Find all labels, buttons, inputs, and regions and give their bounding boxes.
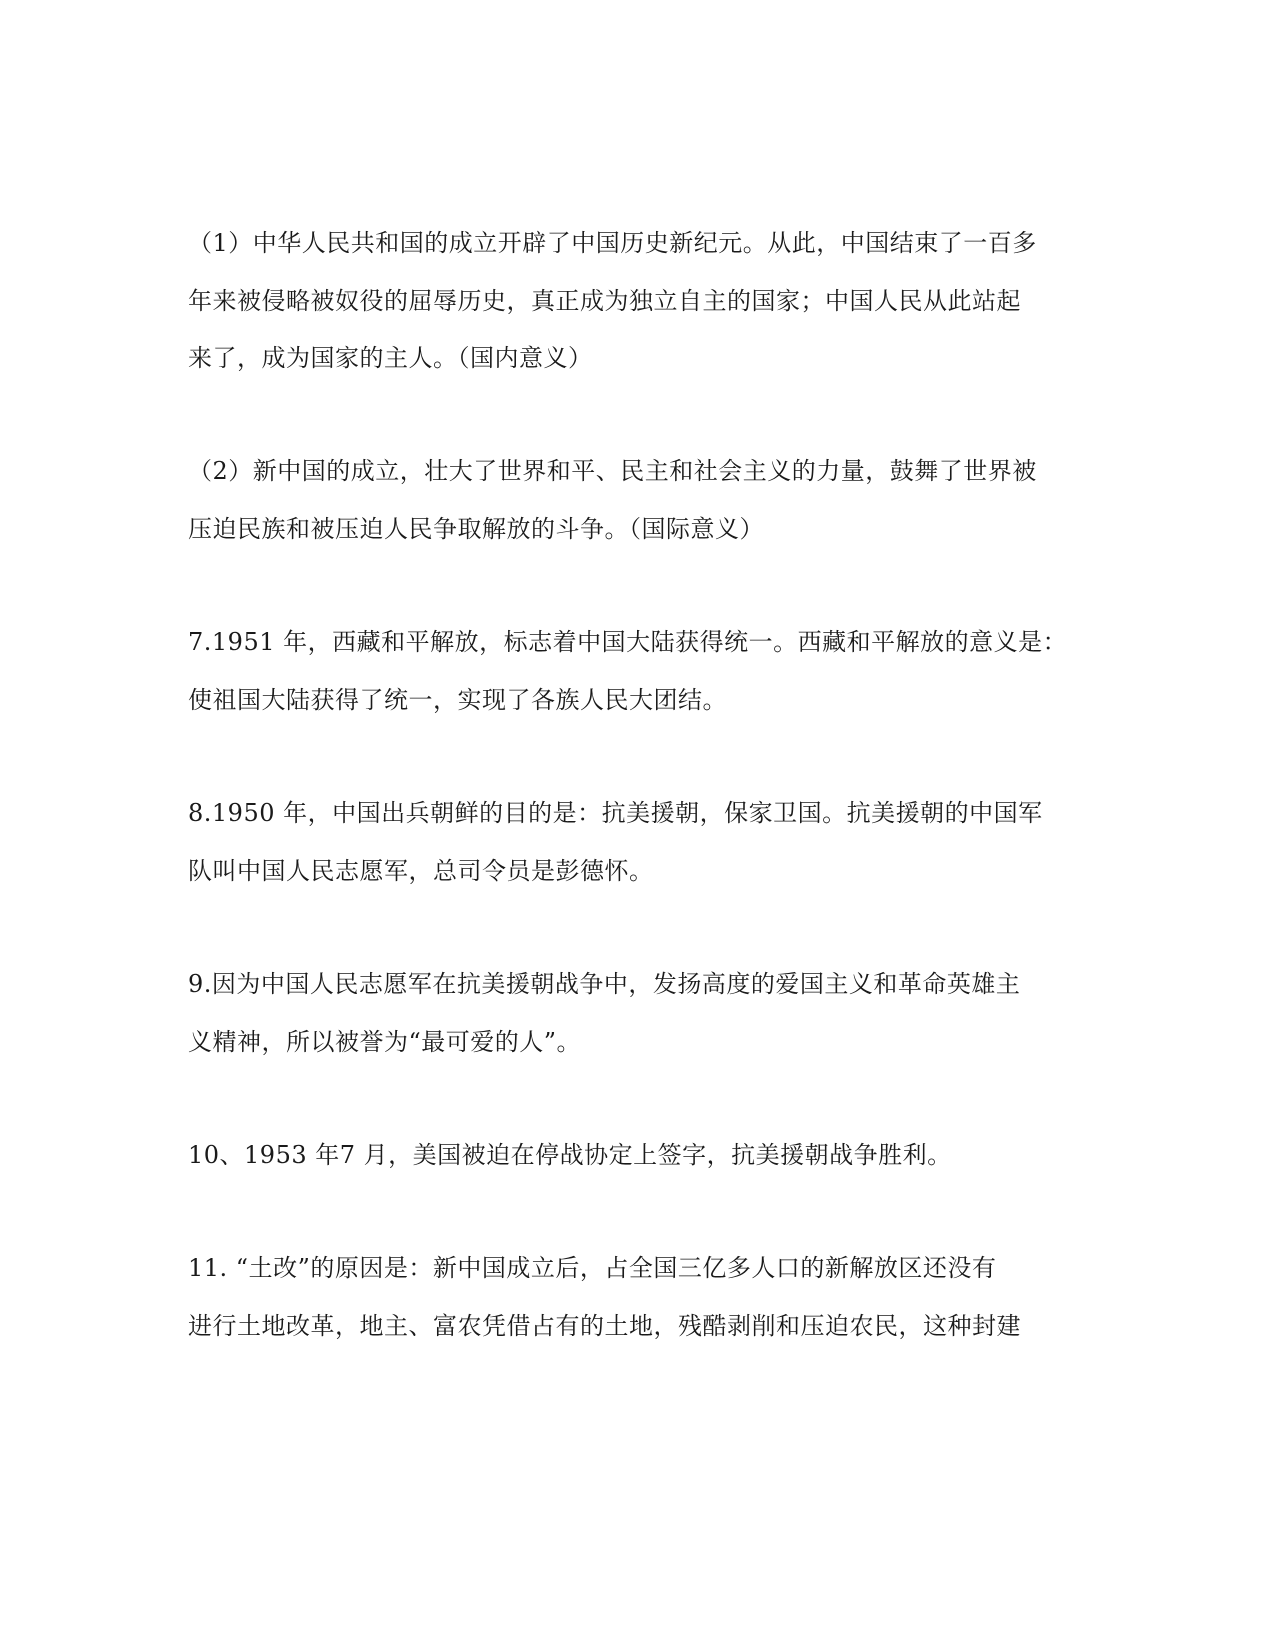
- paragraph-4-line-1: 8.1950 年，中国出兵朝鲜的目的是：抗美援朝，保家卫国。抗美援朝的中国军: [188, 799, 1043, 827]
- paragraph-5-line-1: 9.因为中国人民志愿军在抗美援朝战争中，发扬高度的爱国主义和革命英雄主: [188, 970, 1021, 998]
- paragraph-3-line-1: 7.1951 年，西藏和平解放，标志着中国大陆获得统一。西藏和平解放的意义是：: [188, 628, 1068, 656]
- paragraph-1-line-1: （1）中华人民共和国的成立开辟了中国历史新纪元。从此，中国结束了一百多: [188, 229, 1037, 257]
- paragraph-7-line-1: 11. “土改”的原因是：新中国成立后，占全国三亿多人口的新解放区还没有: [188, 1254, 997, 1282]
- paragraph-1-line-3: 来了，成为国家的主人。（国内意义）: [188, 344, 593, 372]
- paragraph-1-line-2: 年来被侵略被奴役的屈辱历史，真正成为独立自主的国家；中国人民从此站起: [188, 287, 1021, 315]
- paragraph-4-line-2: 队叫中国人民志愿军，总司令员是彭德怀。: [188, 857, 654, 885]
- paragraph-7-line-2: 进行土地改革，地主、富农凭借占有的土地，残酷剥削和压迫农民，这种封建: [188, 1312, 1021, 1340]
- paragraph-6-line-1: 10、1953 年7 月，美国被迫在停战协定上签字，抗美援朝战争胜利。: [188, 1141, 952, 1169]
- paragraph-2-line-2: 压迫民族和被压迫人民争取解放的斗争。（国际意义）: [188, 515, 764, 543]
- paragraph-2-line-1: （2）新中国的成立，壮大了世界和平、民主和社会主义的力量，鼓舞了世界被: [188, 457, 1037, 485]
- paragraph-3-line-2: 使祖国大陆获得了统一，实现了各族人民大团结。: [188, 686, 727, 714]
- paragraph-5-line-2: 义精神，所以被誉为“最可爱的人”。: [188, 1028, 582, 1056]
